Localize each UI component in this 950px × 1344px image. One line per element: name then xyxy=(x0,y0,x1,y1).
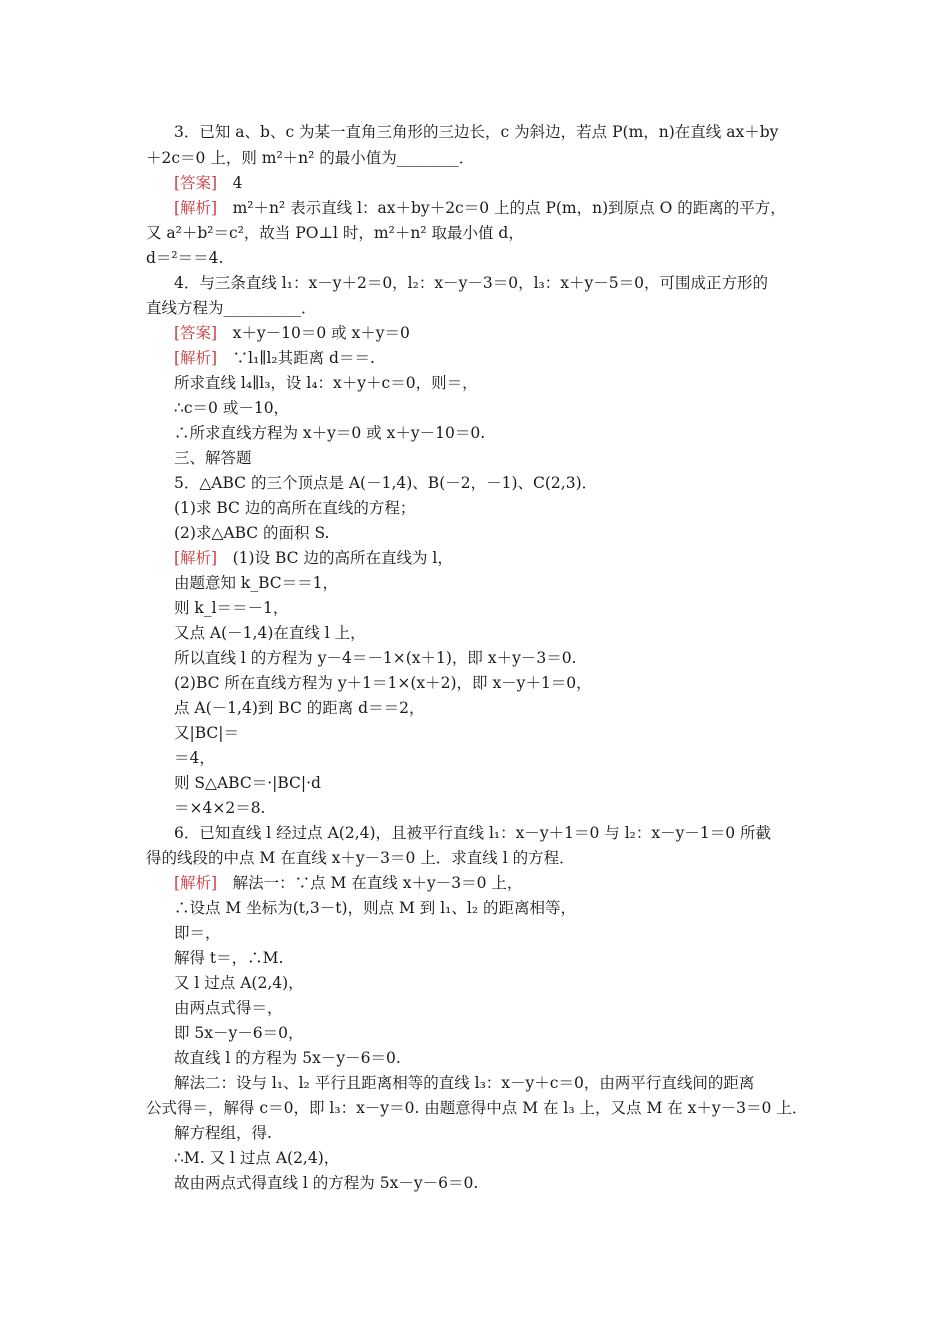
text-line: 直线方程为__________． xyxy=(146,299,317,317)
text-line: 又|BC|＝ xyxy=(174,724,239,742)
answer-line: [答案] 4 xyxy=(174,174,243,192)
analysis-tag: [解析] xyxy=(174,349,218,367)
text-line: ∴所求直线方程为 x＋y＝0 或 x＋y－10＝0. xyxy=(174,424,486,442)
text-line: 所以直线 l 的方程为 y－4＝－1×(x＋1)，即 x＋y－3＝0. xyxy=(174,649,577,667)
analysis-line: [解析] (1)设 BC 边的高所在直线为 l， xyxy=(174,549,453,567)
text-line: ∴设点 M 坐标为(t,3－t)，则点 M 到 l₁、l₂ 的距离相等， xyxy=(174,899,576,917)
text-line: 则 k_l＝＝－1， xyxy=(174,599,289,617)
analysis-tag: [解析] xyxy=(174,199,218,217)
text-line: 6．已知直线 l 经过点 A(2,4)，且被平行直线 l₁：x－y＋1＝0 与 l₂：x－y－1＝0 所截 xyxy=(174,824,772,842)
text-line: 点 A(－1,4)到 BC 的距离 d＝＝2， xyxy=(174,699,425,717)
text-line: ∴M. 又 l 过点 A(2,4)， xyxy=(174,1149,340,1167)
analysis-tag: [解析] xyxy=(174,874,218,892)
section-heading: 三、解答题 xyxy=(174,449,252,467)
text-line: 解得 t＝，∴M. xyxy=(174,949,284,967)
text-line: ＝4， xyxy=(174,749,215,767)
text-line: 故直线 l 的方程为 5x－y－6＝0. xyxy=(174,1049,401,1067)
text-line: 由两点式得＝， xyxy=(174,999,283,1017)
analysis-tag: [解析] xyxy=(174,549,218,567)
answer-line: [答案] x＋y－10＝0 或 x＋y＝0 xyxy=(174,324,410,342)
text-line: 5．△ABC 的三个顶点是 A(－1,4)、B(－2，－1)、C(2,3)． xyxy=(174,474,598,492)
text-line: (2)求△ABC 的面积 S. xyxy=(174,524,330,542)
answer-tag: [答案] xyxy=(174,324,218,342)
analysis-line: [解析] m²＋n² 表示直线 l：ax＋by＋2c＝0 上的点 P(m，n)到原点 O 的距离的平方， xyxy=(174,199,786,217)
text-line: 所求直线 l₄∥l₃，设 l₄：x＋y＋c＝0，则＝， xyxy=(174,374,478,392)
text-line: ＝×4×2＝8. xyxy=(174,799,266,817)
text-line: (2)BC 所在直线方程为 y＋1＝1×(x＋2)，即 x－y＋1＝0， xyxy=(174,674,592,692)
analysis-line: [解析] 解法一：∵点 M 在直线 x＋y－3＝0 上， xyxy=(174,874,523,892)
text-line: ＋2c＝0 上，则 m²＋n² 的最小值为________． xyxy=(146,149,475,167)
text-line: 又点 A(－1,4)在直线 l 上， xyxy=(174,624,366,642)
text-line: 又 a²＋b²＝c²，故当 PO⊥l 时，m²＋n² 取最小值 d， xyxy=(146,224,524,242)
analysis-line: [解析] ∵l₁∥l₂其距离 d＝＝. xyxy=(174,349,375,367)
answer-tag: [答案] xyxy=(174,174,218,192)
text-line: 又 l 过点 A(2,4)， xyxy=(174,974,304,992)
text-line: 即 5x－y－6＝0， xyxy=(174,1024,304,1042)
text-line: (1)求 BC 边的高所在直线的方程； xyxy=(174,499,416,517)
text-line: 则 S△ABC＝·|BC|·d xyxy=(174,774,321,792)
text-line: 4．与三条直线 l₁：x－y＋2＝0，l₂：x－y－3＝0，l₃：x＋y－5＝0，可围成正方形的 xyxy=(174,274,768,292)
text-line: 由题意知 k_BC＝＝1， xyxy=(174,574,338,592)
text-line: 解方程组，得. xyxy=(174,1124,272,1142)
text-line: 解法二：设与 l₁、l₂ 平行且距离相等的直线 l₃：x－y＋c＝0，由两平行直线间的距离 xyxy=(174,1074,755,1092)
text-line: 故由两点式得直线 l 的方程为 5x－y－6＝0. xyxy=(174,1174,479,1192)
text-line: d＝²＝＝4. xyxy=(146,249,224,267)
text-line: 即＝， xyxy=(174,924,221,942)
text-line: 3．已知 a、b、c 为某一直角三角形的三边长，c 为斜边，若点 P(m，n)在直线 ax＋by xyxy=(174,123,779,141)
text-line: 得的线段的中点 M 在直线 x＋y－3＝0 上．求直线 l 的方程． xyxy=(146,849,575,867)
text-line: 公式得＝，解得 c＝0，即 l₃：x－y＝0. 由题意得中点 M 在 l₃ 上，又点 M 在 x＋y－3＝0 上． xyxy=(146,1099,808,1117)
text-line: ∴c＝0 或－10， xyxy=(174,399,290,417)
